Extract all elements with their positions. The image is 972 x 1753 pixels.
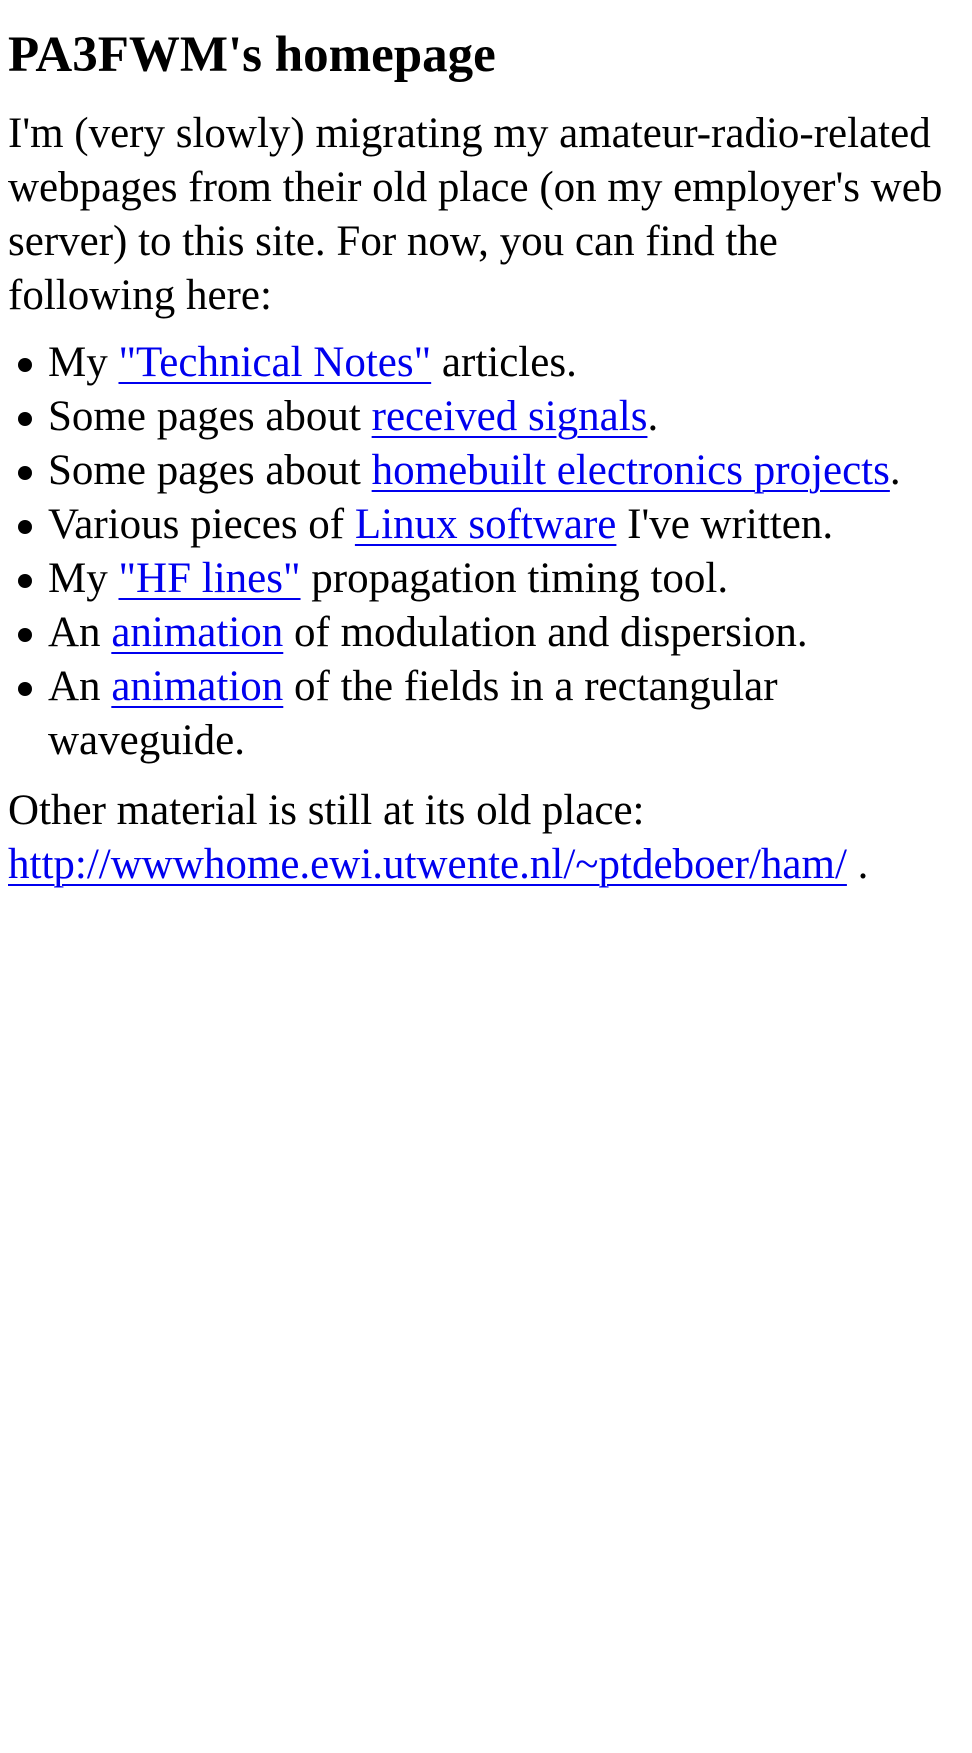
list-item-received-signals	[48, 390, 928, 444]
received-signals-link[interactable]: received signals	[371, 393, 648, 440]
hf-lines-link[interactable]: "HF lines"	[118, 555, 301, 602]
modulation-animation-link[interactable]: animation	[111, 609, 284, 656]
list-item-text: Various pieces of	[48, 501, 355, 548]
page	[0, 25, 972, 892]
list-item-text: I've written.	[616, 501, 834, 548]
linux-software-link[interactable]: Linux software	[354, 501, 617, 548]
list-item-text: of modulation and dispersion.	[283, 609, 808, 656]
intro-paragraph: I'm (very slowly) migrating my amateur-radio-related webpages from their old place (on my employer's web server) to this site. For now, you can find the following here:	[8, 110, 943, 319]
old-homepage-link[interactable]: http://wwwhome.ewi.utwente.nl/~ptdeboer/ham/	[8, 841, 847, 888]
contents-list	[8, 336, 964, 768]
list-item-text: of the fields in a rectangular waveguide.	[48, 663, 778, 764]
list-item-text: Some pages about	[48, 447, 372, 494]
old-place-paragraph	[8, 784, 958, 892]
homebuilt-projects-link[interactable]: homebuilt electronics projects	[371, 447, 890, 494]
list-item-modulation-animation	[48, 606, 928, 660]
list-item-text: My	[48, 339, 119, 386]
page-title: PA3FWM's homepage	[8, 27, 496, 83]
list-item-text: .	[647, 393, 659, 440]
list-item-hf-lines	[48, 552, 928, 606]
old-place-text: Other material is still at its old place:	[8, 787, 645, 834]
list-item-homebuilt-projects	[48, 444, 928, 498]
list-item-linux-software	[48, 498, 928, 552]
list-item-text: articles.	[431, 339, 577, 386]
waveguide-animation-link[interactable]: animation	[111, 663, 284, 710]
list-item-text: .	[889, 447, 901, 494]
list-item-text: An	[48, 609, 112, 656]
list-item-text: An	[48, 663, 112, 710]
old-place-trailing: .	[846, 841, 869, 888]
list-item-text: Some pages about	[48, 393, 372, 440]
list-item-text: My	[48, 555, 119, 602]
list-item-technical-notes	[48, 336, 928, 390]
list-item-text: propagation timing tool.	[300, 555, 729, 602]
list-item-waveguide-animation	[48, 660, 928, 768]
technical-notes-link[interactable]: "Technical Notes"	[118, 339, 432, 386]
